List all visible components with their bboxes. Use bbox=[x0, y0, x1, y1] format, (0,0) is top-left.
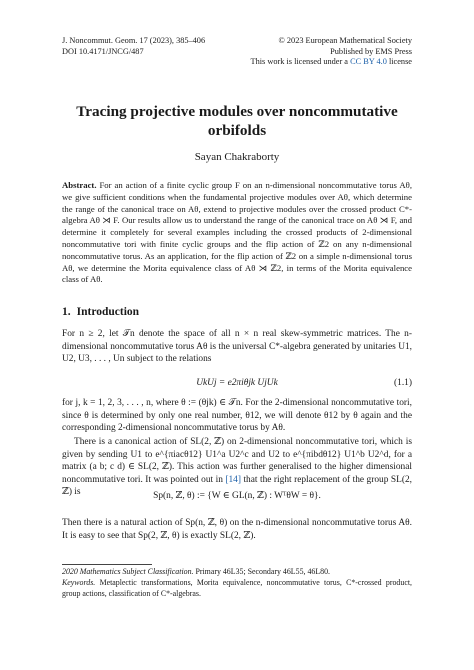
author-name: Sayan Chakraborty bbox=[194, 151, 280, 163]
license-prefix: This work is licensed under a bbox=[250, 57, 351, 67]
keywords-label: Keywords. bbox=[62, 577, 96, 587]
journal-header-right bbox=[251, 36, 412, 68]
license-suffix: license bbox=[386, 57, 412, 67]
msc-text: Primary 46L35; Secondary 46L55, 46L80. bbox=[193, 567, 331, 576]
copyright: © 2023 European Mathematical Society bbox=[278, 36, 412, 45]
equation-1-1-math: UkUj = e2πiθjk UjUk bbox=[196, 378, 278, 388]
equation-1-1 bbox=[62, 378, 412, 388]
section-number: 1. bbox=[62, 306, 71, 318]
keywords-text: Metaplectic transformations, Morita equivalence, noncommutative torus, C*-crossed product, group actions, classification of C*-algebras. bbox=[62, 577, 412, 598]
msc-line bbox=[62, 567, 412, 578]
keywords-line bbox=[62, 578, 412, 600]
paragraph-1: For n ≥ 2, let 𝒯n denote the space of all n × n real skew-symmetric matrices. The n-dimensional noncommutative torus Aθ is the universal C*-algebra generated by unitaries U1, U2, U3, . . . , Un subject to the relations bbox=[62, 329, 412, 365]
equation-sp-group bbox=[62, 490, 412, 501]
paragraph-3-text-a: There is a canonical action of SL(2, ℤ) on 2-dimensional noncommutative tori, which is given by sending U1 to e^{πiacθ12} U1^a U2^c and U2 to e^{πibdθ12} U1^b U2^d, for a matrix (a b; c d) ∈ SL(2, ℤ). This action was further generalised to the higher dimensional noncommutative tori. It was pointed out in bbox=[62, 437, 412, 485]
paragraph-3-text-b: that the right replacement of the group SL(2, ℤ) is bbox=[62, 474, 412, 498]
citation-link-14[interactable]: [14] bbox=[225, 474, 241, 485]
license-line bbox=[251, 57, 412, 68]
equation-number: (1.1) bbox=[394, 378, 412, 388]
msc-label: 2020 Mathematics Subject Classification. bbox=[62, 567, 194, 576]
section-heading bbox=[62, 306, 139, 318]
equation-sp-group-math: Sp(n, ℤ, θ) := {W ∈ GL(n, ℤ) : WᵀθW = θ}. bbox=[153, 491, 321, 501]
doi: DOI 10.4171/JNCG/487 bbox=[62, 46, 144, 56]
publisher: Published by EMS Press bbox=[330, 46, 412, 56]
journal-citation: J. Noncommut. Geom. 17 (2023), 385–406 bbox=[62, 36, 206, 45]
abstract-text: For an action of a finite cyclic group F on an n-dimensional noncommutative torus Aθ, we give sufficient conditions when the fundamental projective modules over Aθ, which determine the range of the canonical trace on Aθ, extend to projective modules over the crossed product C*-algebra Aθ ⋊ F. Our results allow us to understand the range of the canonical trace on Aθ ⋊ F, and determine it completely for several examples including the crossed products of 2-dimensional noncommutative tori with finite cyclic groups and the flip action of ℤ2 on any n-dimensional noncommutative torus. As an application, for the flip action of ℤ2 on a simple n-dimensional torus Aθ, we determine the Morita equivalence class of Aθ ⋊ ℤ2, in terms of the Morita equivalence class of Aθ. bbox=[62, 180, 412, 285]
footnote-rule bbox=[62, 564, 152, 565]
license-link[interactable]: CC BY 4.0 bbox=[350, 57, 387, 67]
journal-header-left bbox=[62, 36, 205, 57]
title-line-1: Tracing projective modules over noncommutative bbox=[76, 103, 398, 120]
title-line-2: orbifolds bbox=[207, 121, 267, 139]
footnote bbox=[62, 567, 412, 599]
paragraph-2: for j, k = 1, 2, 3, . . . , n, where θ := (θjk) ∈ 𝒯n. For the 2-dimensional noncommutative tori, since θ is determined by only one real number, θ12, we will denote θ12 by θ again and the corresponding 2-dimensional noncommutative torus by Aθ. bbox=[62, 398, 412, 434]
paragraph-4: Then there is a natural action of Sp(n, ℤ, θ) on the n-dimensional noncommutative torus Aθ. It is easy to see that Sp(2, ℤ, θ) is exactly SL(2, ℤ). bbox=[62, 518, 412, 541]
paper-title bbox=[62, 103, 412, 140]
section-title: Introduction bbox=[76, 306, 140, 318]
abstract bbox=[62, 180, 412, 286]
abstract-label: Abstract. bbox=[62, 180, 97, 190]
